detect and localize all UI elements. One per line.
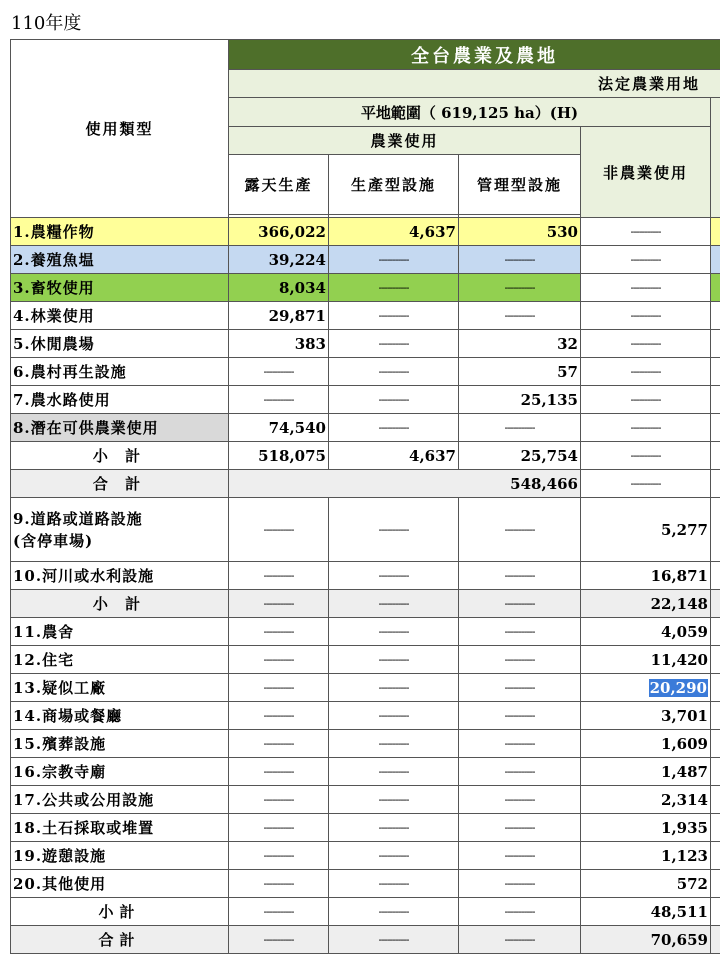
cell-mgmt-fac: ----------- [459, 646, 581, 674]
cell-open-prod: ----------- [229, 618, 329, 646]
table-row [11, 302, 720, 330]
row-label: 5.休閒農場 [11, 330, 229, 358]
row-label: 2.養殖魚塭 [11, 246, 229, 274]
legal-land-header: 法定農業用地 [229, 70, 720, 98]
cell-open-prod: ----------- [229, 814, 329, 842]
cell-prod-fac: ----------- [329, 590, 459, 618]
cell-extra [711, 758, 720, 786]
table-row [11, 218, 720, 246]
cell-mgmt-fac: ----------- [459, 246, 581, 274]
cell-open-prod: ----------- [229, 870, 329, 898]
cell-non-agri: ----------- [581, 358, 711, 386]
agri-use-header: 農業使用 [229, 127, 581, 155]
cell-prod-fac: 4,637 [329, 218, 459, 246]
cell-open-prod: 74,540 [229, 414, 329, 442]
cell-open-prod: ----------- [229, 730, 329, 758]
cell-non-agri: 4,059 [581, 618, 711, 646]
cell-open-prod: ----------- [229, 562, 329, 590]
cell-non-agri: 5,277 [581, 498, 711, 562]
table-row [11, 842, 720, 870]
cell-open-prod: 39,224 [229, 246, 329, 274]
table-row [11, 870, 720, 898]
cell-extra [711, 870, 720, 898]
cell-prod-fac: ----------- [329, 562, 459, 590]
cell-mgmt-fac: ----------- [459, 926, 581, 954]
cell-open-prod: ----------- [229, 358, 329, 386]
cell-non-agri: 16,871 [581, 562, 711, 590]
cell-prod-fac: ----------- [329, 926, 459, 954]
cell-prod-fac: ----------- [329, 702, 459, 730]
open-prod-header: 露天生產 [229, 155, 329, 215]
cell-mgmt-fac: ----------- [459, 842, 581, 870]
row-label: 8.潛在可供農業使用 [11, 414, 229, 442]
prod-fac-header: 生產型設施 [329, 155, 459, 215]
cell-prod-fac: ----------- [329, 646, 459, 674]
cell-non-agri: ----------- [581, 218, 711, 246]
cell-prod-fac: ----------- [329, 758, 459, 786]
table-row [11, 674, 720, 702]
row-label: 小 計 [11, 590, 229, 618]
cell-extra [711, 702, 720, 730]
cell-non-agri: 48,511 [581, 898, 711, 926]
cell-agri-total: 548,466 [229, 470, 581, 498]
cell-extra [711, 498, 720, 562]
cell-non-agri: 1,487 [581, 758, 711, 786]
cell-extra [711, 442, 720, 470]
cell-extra [711, 330, 720, 358]
cell-open-prod: ----------- [229, 498, 329, 562]
cell-non-agri: ----------- [581, 414, 711, 442]
cell-mgmt-fac: 25,135 [459, 386, 581, 414]
total-row [11, 926, 720, 954]
year-label: 110年度 [11, 13, 82, 34]
non-agri-header: 非農業使用 [581, 127, 711, 218]
land-use-table [10, 39, 720, 954]
cell-prod-fac: ----------- [329, 842, 459, 870]
cell-mgmt-fac: ----------- [459, 870, 581, 898]
cell-prod-fac: ----------- [329, 618, 459, 646]
cell-non-agri: ----------- [581, 442, 711, 470]
total-row [11, 470, 720, 498]
cell-non-agri[interactable] [581, 674, 711, 702]
cell-non-agri: ----------- [581, 386, 711, 414]
table-row [11, 562, 720, 590]
selected-text[interactable]: 20,290 [649, 678, 707, 697]
cell-extra [711, 730, 720, 758]
cell-non-agri: 1,609 [581, 730, 711, 758]
row-label: 7.農水路使用 [11, 386, 229, 414]
cell-extra [711, 926, 720, 954]
row-label: 17.公共或公用設施 [11, 786, 229, 814]
row-label: 小 計 [11, 442, 229, 470]
row-label: 16.宗教寺廟 [11, 758, 229, 786]
cell-extra [711, 562, 720, 590]
cell-non-agri: 1,935 [581, 814, 711, 842]
cell-non-agri: ----------- [581, 330, 711, 358]
cell-mgmt-fac: ----------- [459, 590, 581, 618]
row-label: 6.農村再生設施 [11, 358, 229, 386]
row-label: 小計 [11, 898, 229, 926]
table-row [11, 702, 720, 730]
cell-extra [711, 646, 720, 674]
cell-mgmt-fac: ----------- [459, 814, 581, 842]
table-row [11, 646, 720, 674]
cell-open-prod: 383 [229, 330, 329, 358]
cell-extra [711, 470, 720, 498]
cell-extra [711, 618, 720, 646]
cell-extra [711, 786, 720, 814]
table-row [11, 330, 720, 358]
cell-mgmt-fac: 57 [459, 358, 581, 386]
row-label: 14.商場或餐廳 [11, 702, 229, 730]
table-row [11, 786, 720, 814]
cell-mgmt-fac: 25,754 [459, 442, 581, 470]
cell-open-prod: ----------- [229, 758, 329, 786]
cell-non-agri: 22,148 [581, 590, 711, 618]
cell-mgmt-fac: ----------- [459, 898, 581, 926]
row-label: 15.殯葬設施 [11, 730, 229, 758]
row-label: 12.住宅 [11, 646, 229, 674]
table-row [11, 730, 720, 758]
row-label: 合計 [11, 926, 229, 954]
table-row [11, 498, 720, 562]
table-row [11, 814, 720, 842]
cell-extra [711, 590, 720, 618]
cell-non-agri: ----------- [581, 246, 711, 274]
cell-mgmt-fac: ----------- [459, 786, 581, 814]
cell-mgmt-fac: ----------- [459, 562, 581, 590]
cell-open-prod: 8,034 [229, 274, 329, 302]
cell-open-prod: ----------- [229, 386, 329, 414]
table-row [11, 758, 720, 786]
row-label: 20.其他使用 [11, 870, 229, 898]
table-row [11, 358, 720, 386]
cell-open-prod: ----------- [229, 590, 329, 618]
cell-open-prod: ----------- [229, 646, 329, 674]
cell-prod-fac: ----------- [329, 246, 459, 274]
row-label: 13.疑似工廠 [11, 674, 229, 702]
subtotal-row [11, 590, 720, 618]
row-label: 合 計 [11, 470, 229, 498]
cell-prod-fac: ----------- [329, 274, 459, 302]
cell-mgmt-fac: ----------- [459, 674, 581, 702]
cell-non-agri: ----------- [581, 302, 711, 330]
row-label: 1.農糧作物 [11, 218, 229, 246]
cell-prod-fac: ----------- [329, 498, 459, 562]
table-row [11, 386, 720, 414]
cell-open-prod: ----------- [229, 898, 329, 926]
cell-open-prod: 29,871 [229, 302, 329, 330]
extra-column-header [711, 98, 720, 218]
cell-open-prod: 366,022 [229, 218, 329, 246]
cell-non-agri: 70,659 [581, 926, 711, 954]
cell-mgmt-fac: ----------- [459, 274, 581, 302]
cell-prod-fac: ----------- [329, 330, 459, 358]
cell-open-prod: ----------- [229, 842, 329, 870]
cell-prod-fac: ----------- [329, 674, 459, 702]
row-label: 3.畜牧使用 [11, 274, 229, 302]
cell-mgmt-fac: ----------- [459, 498, 581, 562]
usage-type-header: 使用類型 [11, 40, 229, 218]
mgmt-fac-header: 管理型設施 [459, 155, 581, 215]
subtotal-row [11, 442, 720, 470]
cell-mgmt-fac: ----------- [459, 414, 581, 442]
cell-prod-fac: ----------- [329, 414, 459, 442]
table-row [11, 414, 720, 442]
cell-open-prod: ----------- [229, 674, 329, 702]
cell-extra [711, 218, 720, 246]
cell-prod-fac: ----------- [329, 814, 459, 842]
table-row [11, 618, 720, 646]
row-label: 19.遊憩設施 [11, 842, 229, 870]
cell-mgmt-fac: 530 [459, 218, 581, 246]
cell-non-agri: 572 [581, 870, 711, 898]
subtotal-row [11, 898, 720, 926]
cell-extra [711, 386, 720, 414]
cell-non-agri: 1,123 [581, 842, 711, 870]
row-label: 18.土石採取或堆置 [11, 814, 229, 842]
cell-mgmt-fac: ----------- [459, 302, 581, 330]
cell-non-agri: 2,314 [581, 786, 711, 814]
plain-range-header: 平地範圍（ 619,125 ha）(H) [229, 98, 711, 127]
cell-extra [711, 674, 720, 702]
table-row [11, 246, 720, 274]
cell-extra [711, 898, 720, 926]
main-title: 全台農業及農地 [229, 40, 720, 70]
cell-extra [711, 414, 720, 442]
cell-prod-fac: ----------- [329, 898, 459, 926]
cell-extra [711, 814, 720, 842]
cell-mgmt-fac: 32 [459, 330, 581, 358]
cell-mgmt-fac: ----------- [459, 618, 581, 646]
cell-extra [711, 274, 720, 302]
cell-prod-fac: 4,637 [329, 442, 459, 470]
cell-prod-fac: ----------- [329, 386, 459, 414]
cell-open-prod: ----------- [229, 786, 329, 814]
cell-mgmt-fac: ----------- [459, 730, 581, 758]
cell-prod-fac: ----------- [329, 870, 459, 898]
cell-open-prod: 518,075 [229, 442, 329, 470]
row-label: 11.農舍 [11, 618, 229, 646]
cell-non-agri: ----------- [581, 274, 711, 302]
cell-prod-fac: ----------- [329, 786, 459, 814]
cell-non-agri: ----------- [581, 470, 711, 498]
cell-non-agri: 3,701 [581, 702, 711, 730]
cell-extra [711, 302, 720, 330]
table-row [11, 274, 720, 302]
cell-open-prod: ----------- [229, 702, 329, 730]
cell-open-prod: ----------- [229, 926, 329, 954]
cell-mgmt-fac: ----------- [459, 758, 581, 786]
row-label: 9.道路或道路設施 (含停車場) [11, 498, 229, 562]
cell-extra [711, 358, 720, 386]
cell-extra [711, 842, 720, 870]
cell-extra [711, 246, 720, 274]
cell-non-agri: 11,420 [581, 646, 711, 674]
cell-prod-fac: ----------- [329, 302, 459, 330]
cell-prod-fac: ----------- [329, 730, 459, 758]
row-label: 4.林業使用 [11, 302, 229, 330]
cell-prod-fac: ----------- [329, 358, 459, 386]
row-label: 10.河川或水利設施 [11, 562, 229, 590]
cell-mgmt-fac: ----------- [459, 702, 581, 730]
